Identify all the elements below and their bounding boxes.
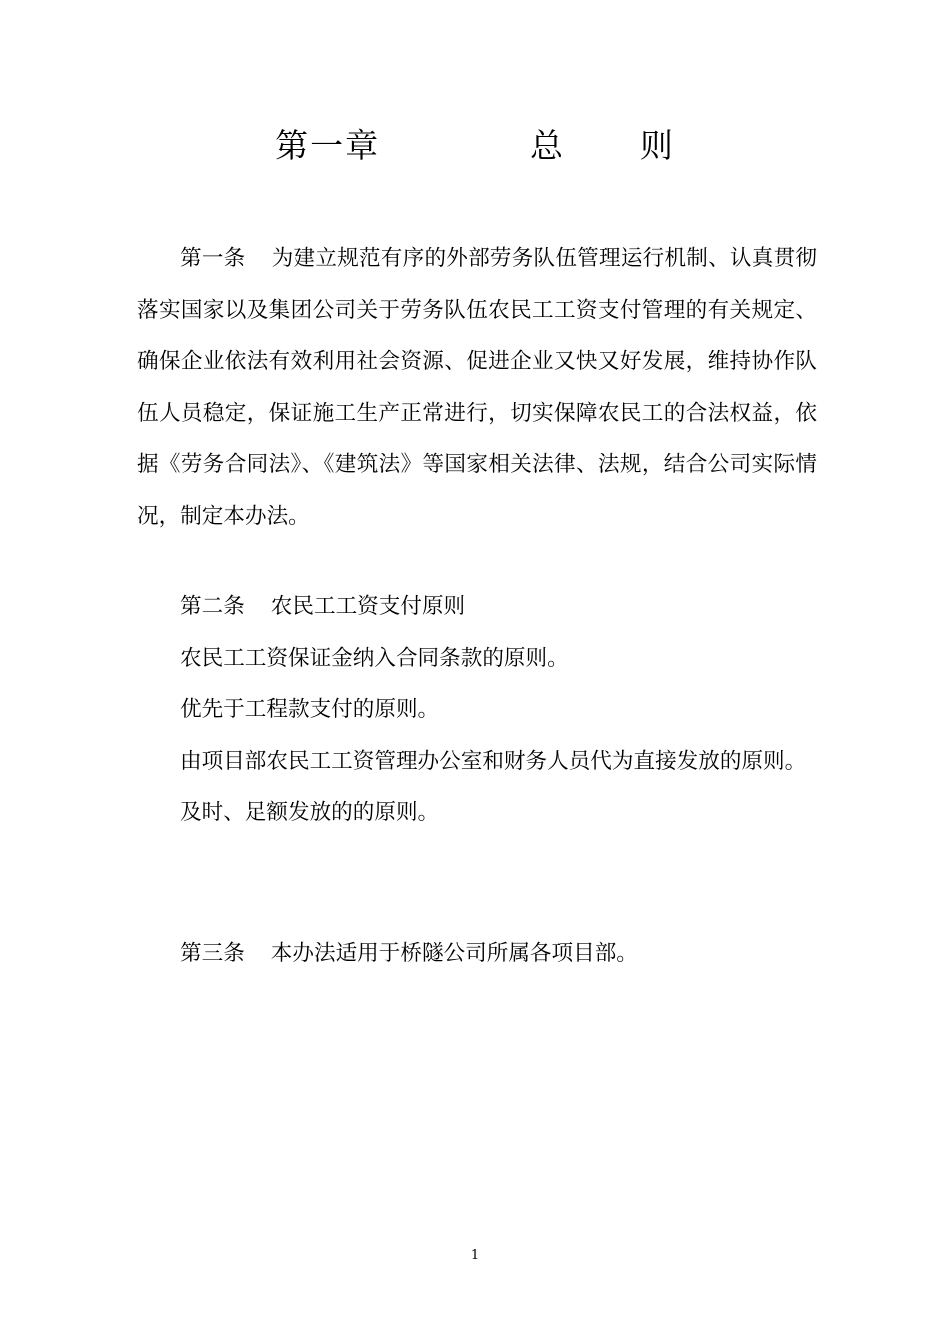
article-1-label: 第一条 <box>180 246 246 271</box>
article-3-label: 第三条 <box>180 941 245 966</box>
article-3-paragraph <box>137 928 817 980</box>
article-3 <box>137 928 817 980</box>
page-number: 1 <box>470 1248 480 1263</box>
principle-item: 优先于工程款支付的原则。 <box>180 697 440 722</box>
article-3-text: 本办法适用于桥隧公司所属各项目部。 <box>270 941 638 966</box>
article-2-label: 第二条 <box>180 594 245 619</box>
article-2-heading: 农民工工资支付原则 <box>270 594 466 619</box>
article-2-heading-line <box>137 581 817 633</box>
principle-item: 由项目部农民工工资管理办公室和财务人员代为直接发放的原则。 <box>180 748 807 774</box>
principle-item: 农民工工资保证金纳入合同条款的原则。 <box>180 645 569 671</box>
chapter-title: 第一章 总 则 <box>275 126 675 165</box>
article-1-paragraph <box>137 233 817 542</box>
principle-item: 及时、足额发放的的原则。 <box>180 800 440 825</box>
article-2 <box>137 581 817 839</box>
article-1 <box>137 233 817 542</box>
article-1-text: 为建立规范有序的外部劳务队伍管理运行机制、认真贯彻落实国家以及集团公司关于劳务队伍农民工工资支付管理的有关规定、确保企业依法有效利用社会资源、促进企业又快又好发展，维持协作队伍人员稳定，保证施工生产正常进行，切实保障农民工的合法权益，依据《劳务合同法》、《建筑法》等国家相关法律、法规，结合公司实际情况，制定本办法。 <box>137 246 817 529</box>
